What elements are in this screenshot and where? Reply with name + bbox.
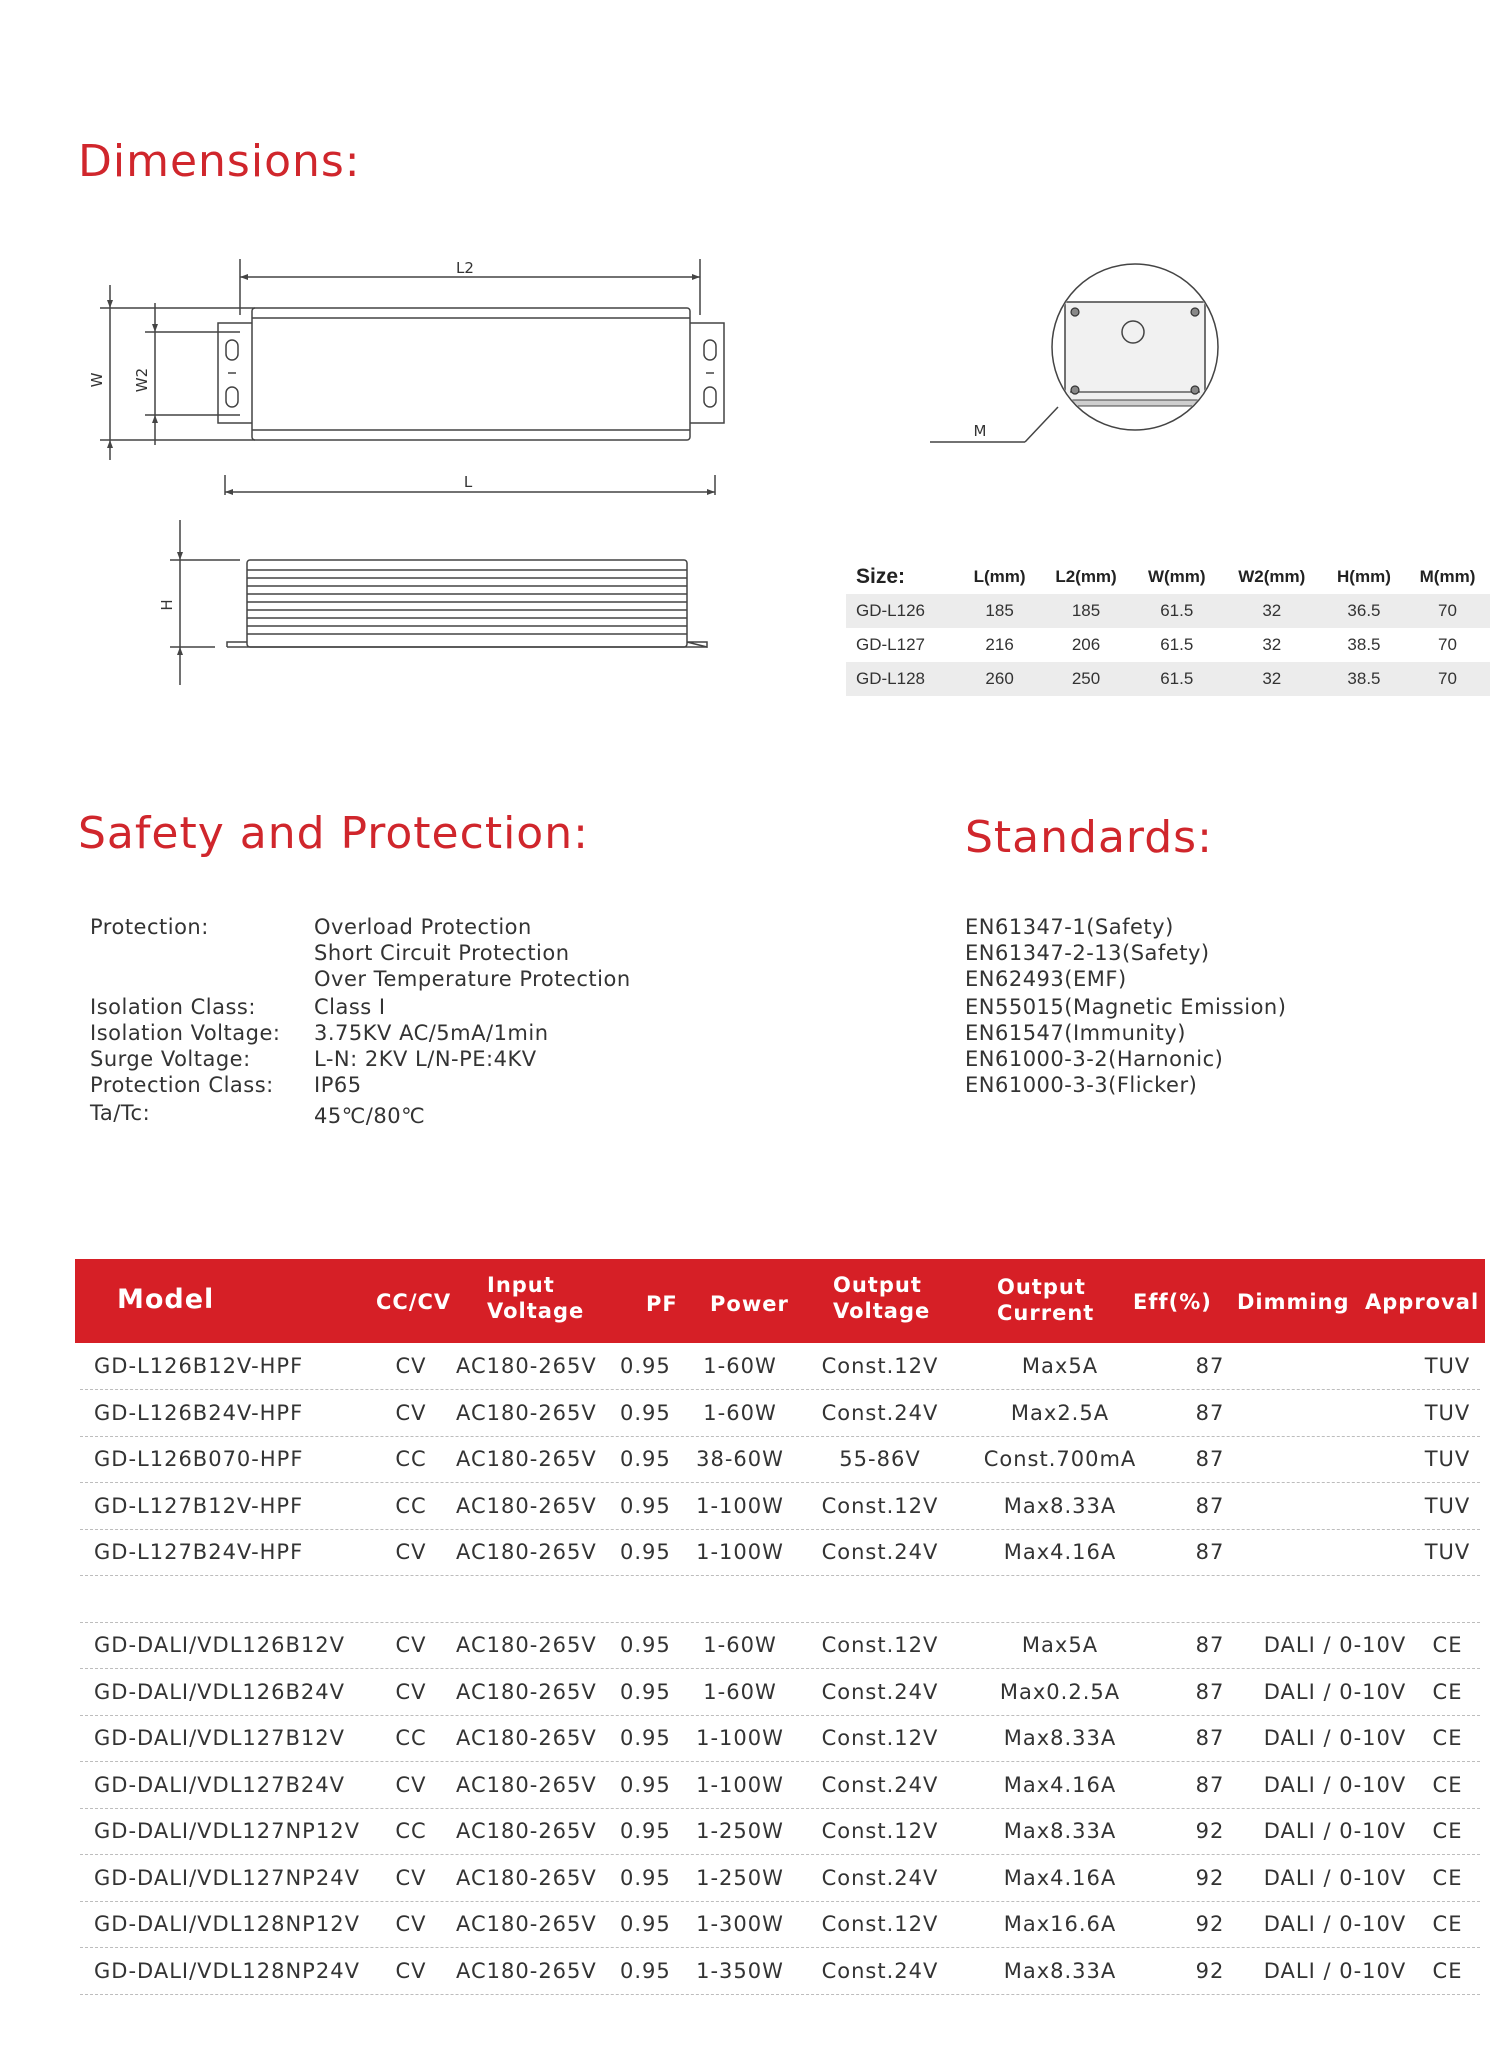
top-view-drawing	[90, 255, 730, 510]
power-cell: 1-60W	[703, 1400, 777, 1425]
group-separator	[80, 1576, 1480, 1623]
standards-title: Standards:	[965, 812, 1213, 863]
pf-cell: 0.95	[620, 1493, 671, 1518]
size-cell: 70	[1438, 635, 1457, 654]
pf-cell: 0.95	[620, 1819, 671, 1843]
output-current-cell: Max16.6A	[1003, 1912, 1117, 1936]
approval-cell: CE	[1432, 1772, 1463, 1797]
approval-cell: CE	[1432, 1958, 1463, 1983]
size-cell: GD-L128	[846, 662, 960, 696]
pf-cell: 0.95	[620, 1912, 671, 1936]
efficiency-cell: 87	[1195, 1772, 1225, 1797]
size-cell: 32	[1221, 594, 1323, 628]
size-cell: 38.5	[1323, 662, 1405, 696]
size-cell: 32	[1262, 635, 1282, 654]
protection-item: Overload Protection	[314, 915, 532, 939]
header-output-voltage-line2: Voltage	[833, 1299, 931, 1323]
power-cell: 1-100W	[696, 1772, 784, 1797]
output-current-cell: Max8.33A	[1003, 1493, 1117, 1518]
standard-item: EN61547(Immunity)	[965, 1021, 1186, 1045]
cc-cv-cell: CC	[395, 1447, 427, 1471]
pf-cell: 0.95	[620, 1354, 671, 1378]
dimming-cell: DALI / 0-10V	[1263, 1912, 1407, 1936]
output-current-cell: Const.700mA	[983, 1447, 1137, 1471]
dim-label-w: W	[88, 372, 106, 388]
output-voltage-cell: Const.12V	[821, 1493, 939, 1518]
pf-cell: 0.95	[620, 1540, 671, 1564]
size-table-row	[846, 628, 1490, 662]
efficiency-cell: 92	[1195, 1819, 1225, 1843]
header-input-line1: Input	[487, 1273, 555, 1297]
size-cell: GD-L126	[846, 594, 960, 628]
size-header-cell: W(mm)	[1147, 567, 1206, 586]
dimming-cell: DALI / 0-10V	[1263, 1772, 1407, 1797]
efficiency-cell: 92	[1195, 1912, 1225, 1936]
input-voltage-cell: AC180-265V	[456, 1726, 597, 1750]
efficiency-cell: 87	[1195, 1354, 1225, 1378]
efficiency-cell: 87	[1195, 1633, 1225, 1657]
size-cell: 70	[1405, 594, 1490, 628]
spec-label: Ta/Tc:	[90, 1101, 151, 1125]
header-output-voltage-line1: Output	[833, 1273, 922, 1297]
standard-item: EN61347-2-13(Safety)	[965, 941, 1210, 965]
output-current-cell: Max8.33A	[1003, 1819, 1117, 1843]
power-cell: 38-60W	[696, 1447, 784, 1471]
size-cell: 185	[960, 594, 1039, 628]
header-power: Power	[710, 1292, 789, 1316]
dimming-cell: DALI / 0-10V	[1263, 1679, 1407, 1704]
protection-label: Protection:	[90, 915, 209, 939]
dimming-cell: DALI / 0-10V	[1263, 1819, 1407, 1843]
standard-item: EN61000-3-3(Flicker)	[965, 1073, 1198, 1097]
spec-label: Isolation Voltage:	[90, 1021, 281, 1045]
standard-item: EN55015(Magnetic Emission)	[965, 995, 1287, 1019]
efficiency-cell: 87	[1195, 1679, 1225, 1704]
input-voltage-cell: AC180-265V	[456, 1958, 597, 1983]
cc-cv-cell: CV	[395, 1540, 427, 1564]
pf-cell: 0.95	[620, 1865, 671, 1890]
model-row	[80, 1529, 1480, 1576]
power-cell: 1-250W	[696, 1865, 784, 1890]
model-row	[80, 1808, 1480, 1855]
model-row	[80, 1343, 1480, 1390]
cc-cv-cell: CV	[395, 1633, 427, 1657]
pf-cell: 0.95	[620, 1679, 671, 1704]
cc-cv-cell: CC	[395, 1819, 427, 1843]
model-name-cell: GD-DALI/VDL127B24V	[94, 1772, 345, 1797]
model-table-header	[75, 1259, 1485, 1343]
input-voltage-cell: AC180-265V	[456, 1912, 597, 1936]
approval-cell: CE	[1432, 1819, 1463, 1843]
spec-value: Class I	[314, 995, 386, 1019]
output-voltage-cell: Const.24V	[821, 1540, 939, 1564]
input-voltage-cell: AC180-265V	[456, 1493, 597, 1518]
pf-cell: 0.95	[620, 1726, 671, 1750]
size-table	[846, 560, 1490, 696]
input-voltage-cell: AC180-265V	[456, 1772, 597, 1797]
cc-cv-cell: CV	[395, 1865, 427, 1890]
size-cell: 38.5	[1347, 635, 1381, 654]
size-cell: 61.5	[1133, 662, 1221, 696]
efficiency-cell: 92	[1195, 1865, 1225, 1890]
output-voltage-cell: Const.24V	[821, 1865, 939, 1890]
size-header-cell: H(mm)	[1337, 567, 1391, 586]
output-current-cell: Max5A	[1021, 1633, 1099, 1657]
output-voltage-cell: Const.24V	[821, 1958, 939, 1983]
output-current-cell: Max4.16A	[1003, 1865, 1117, 1890]
model-name-cell: GD-DALI/VDL127NP24V	[94, 1865, 360, 1890]
size-cell: 250	[1039, 662, 1133, 696]
output-current-cell: Max4.16A	[1003, 1540, 1117, 1564]
output-voltage-cell: Const.12V	[821, 1912, 939, 1936]
input-voltage-cell: AC180-265V	[456, 1819, 597, 1843]
cc-cv-cell: CV	[395, 1354, 427, 1378]
model-row	[80, 1762, 1480, 1809]
output-voltage-cell: Const.12V	[821, 1633, 939, 1657]
dim-label-m: M	[973, 422, 987, 440]
efficiency-cell: 92	[1195, 1958, 1225, 1983]
size-header-cell: L2(mm)	[1055, 567, 1117, 586]
approval-cell: TUV	[1424, 1447, 1471, 1471]
cc-cv-cell: CC	[395, 1493, 427, 1518]
power-cell: 1-100W	[696, 1726, 784, 1750]
model-name-cell: GD-DALI/VDL128NP24V	[94, 1958, 360, 1983]
protection-item: Over Temperature Protection	[314, 967, 631, 991]
model-row	[80, 1669, 1480, 1716]
size-cell: 36.5	[1323, 594, 1405, 628]
output-current-cell: Max2.5A	[1010, 1400, 1110, 1425]
standard-item: EN61347-1(Safety)	[965, 915, 1174, 939]
pf-cell: 0.95	[620, 1447, 671, 1471]
input-voltage-cell: AC180-265V	[456, 1540, 597, 1564]
pf-cell: 0.95	[620, 1633, 671, 1657]
input-voltage-cell: AC180-265V	[456, 1400, 597, 1425]
power-cell: 1-60W	[703, 1679, 777, 1704]
spec-value: 45℃/80℃	[314, 1104, 426, 1128]
dimming-cell: DALI / 0-10V	[1263, 1633, 1407, 1657]
size-cell: 61.5	[1160, 635, 1194, 654]
spec-value: L-N: 2KV L/N-PE:4KV	[314, 1047, 537, 1071]
cc-cv-cell: CV	[395, 1400, 427, 1425]
dimming-cell: DALI / 0-10V	[1263, 1726, 1407, 1750]
model-row	[80, 1390, 1480, 1437]
model-row	[80, 1483, 1480, 1530]
dimming-cell: DALI / 0-10V	[1263, 1958, 1407, 1983]
approval-cell: CE	[1432, 1912, 1463, 1936]
approval-cell: TUV	[1424, 1354, 1471, 1378]
efficiency-cell: 87	[1195, 1540, 1225, 1564]
header-eff: Eff(%)	[1133, 1290, 1212, 1314]
output-voltage-cell: Const.12V	[821, 1819, 939, 1843]
model-name-cell: GD-L126B24V-HPF	[94, 1400, 304, 1425]
model-row	[80, 1436, 1480, 1483]
size-table-row	[846, 662, 1490, 696]
header-cccv: CC/CV	[376, 1290, 452, 1314]
model-row	[80, 1855, 1480, 1902]
input-voltage-cell: AC180-265V	[456, 1679, 597, 1704]
standard-item: EN62493(EMF)	[965, 967, 1127, 991]
dim-label-w2: W2	[133, 367, 151, 393]
model-name-cell: GD-L126B12V-HPF	[94, 1354, 304, 1378]
side-view-drawing	[155, 515, 725, 690]
output-voltage-cell: Const.24V	[821, 1400, 939, 1425]
output-current-cell: Max5A	[1021, 1354, 1099, 1378]
cc-cv-cell: CV	[395, 1912, 427, 1936]
header-output-current-line2: Current	[997, 1301, 1095, 1325]
spec-label: Protection Class:	[90, 1073, 274, 1097]
model-name-cell: GD-L127B12V-HPF	[94, 1493, 304, 1518]
spec-value: IP65	[314, 1073, 362, 1097]
safety-title: Safety and Protection:	[78, 808, 589, 859]
efficiency-cell: 87	[1195, 1447, 1225, 1471]
cc-cv-cell: CV	[395, 1772, 427, 1797]
output-voltage-cell: Const.24V	[821, 1772, 939, 1797]
model-row	[80, 1901, 1480, 1948]
size-header-cell: M(mm)	[1419, 567, 1476, 586]
detail-view-drawing	[920, 262, 1230, 452]
power-cell: 1-300W	[696, 1912, 784, 1936]
model-name-cell: GD-DALI/VDL126B12V	[94, 1633, 345, 1657]
approval-cell: TUV	[1424, 1400, 1471, 1425]
size-cell: 216	[985, 635, 1014, 654]
model-row	[80, 1715, 1480, 1762]
efficiency-cell: 87	[1195, 1400, 1225, 1425]
model-name-cell: GD-DALI/VDL127B12V	[94, 1726, 345, 1750]
header-model: Model	[117, 1284, 215, 1315]
model-name-cell: GD-L126B070-HPF	[94, 1447, 304, 1471]
output-current-cell: Max4.16A	[1003, 1772, 1117, 1797]
size-cell: 185	[1039, 594, 1133, 628]
power-cell: 1-250W	[696, 1819, 784, 1843]
approval-cell: CE	[1432, 1679, 1463, 1704]
spec-label: Surge Voltage:	[90, 1047, 251, 1071]
input-voltage-cell: AC180-265V	[456, 1447, 597, 1471]
pf-cell: 0.95	[620, 1400, 671, 1425]
spec-label: Isolation Class:	[90, 995, 256, 1019]
dimming-cell: DALI / 0-10V	[1263, 1865, 1407, 1890]
model-name-cell: GD-DALI/VDL126B24V	[94, 1679, 345, 1704]
header-dimming: Dimming	[1237, 1290, 1350, 1314]
power-cell: 1-100W	[696, 1540, 784, 1564]
size-table-row	[846, 594, 1490, 628]
size-cell: GD-L127	[856, 635, 925, 654]
output-current-cell: Max8.33A	[1003, 1958, 1117, 1983]
cc-cv-cell: CV	[395, 1958, 427, 1983]
dim-label-l: L	[463, 473, 473, 491]
output-voltage-cell: 55-86V	[839, 1447, 921, 1471]
size-header-cell: W2(mm)	[1238, 567, 1306, 586]
header-pf: PF	[646, 1292, 678, 1316]
model-name-cell: GD-L127B24V-HPF	[94, 1540, 304, 1564]
size-cell: 260	[960, 662, 1039, 696]
input-voltage-cell: AC180-265V	[456, 1865, 597, 1890]
approval-cell: TUV	[1424, 1493, 1471, 1518]
output-voltage-cell: Const.12V	[821, 1354, 939, 1378]
spec-value: 3.75KV AC/5mA/1min	[314, 1021, 549, 1045]
model-name-cell: GD-DALI/VDL127NP12V	[94, 1819, 360, 1843]
pf-cell: 0.95	[620, 1772, 671, 1797]
size-table-header	[846, 560, 1490, 594]
cc-cv-cell: CV	[395, 1679, 427, 1704]
size-cell: 61.5	[1133, 594, 1221, 628]
output-current-cell: Max8.33A	[1003, 1726, 1117, 1750]
dim-label-h: H	[158, 599, 176, 611]
approval-cell: CE	[1432, 1633, 1463, 1657]
model-row	[80, 1622, 1480, 1669]
protection-item: Short Circuit Protection	[314, 941, 570, 965]
model-row	[80, 1948, 1480, 1995]
output-current-cell: Max0.2.5A	[999, 1679, 1121, 1704]
efficiency-cell: 87	[1195, 1726, 1225, 1750]
header-input-line2: Voltage	[487, 1299, 585, 1323]
output-voltage-cell: Const.24V	[821, 1679, 939, 1704]
size-cell: 206	[1071, 635, 1101, 654]
approval-cell: CE	[1432, 1865, 1463, 1890]
input-voltage-cell: AC180-265V	[456, 1354, 597, 1378]
size-header-cell: L(mm)	[973, 567, 1026, 586]
input-voltage-cell: AC180-265V	[456, 1633, 597, 1657]
approval-cell: TUV	[1424, 1540, 1471, 1564]
power-cell: 1-100W	[696, 1493, 784, 1518]
header-approval: Approval	[1365, 1290, 1480, 1314]
model-name-cell: GD-DALI/VDL128NP12V	[94, 1912, 360, 1936]
pf-cell: 0.95	[620, 1958, 671, 1983]
power-cell: 1-60W	[703, 1354, 777, 1378]
output-voltage-cell: Const.12V	[821, 1726, 939, 1750]
dim-label-l2: L2	[456, 259, 474, 277]
header-output-current-line1: Output	[997, 1275, 1086, 1299]
efficiency-cell: 87	[1195, 1493, 1225, 1518]
power-cell: 1-350W	[696, 1958, 784, 1983]
size-cell: 70	[1405, 662, 1490, 696]
size-header-cell: Size:	[856, 565, 906, 588]
size-cell: 32	[1221, 662, 1323, 696]
approval-cell: CE	[1432, 1726, 1463, 1750]
standard-item: EN61000-3-2(Harnonic)	[965, 1047, 1224, 1071]
cc-cv-cell: CC	[395, 1726, 427, 1750]
power-cell: 1-60W	[703, 1633, 777, 1657]
dimensions-title: Dimensions:	[78, 136, 361, 187]
